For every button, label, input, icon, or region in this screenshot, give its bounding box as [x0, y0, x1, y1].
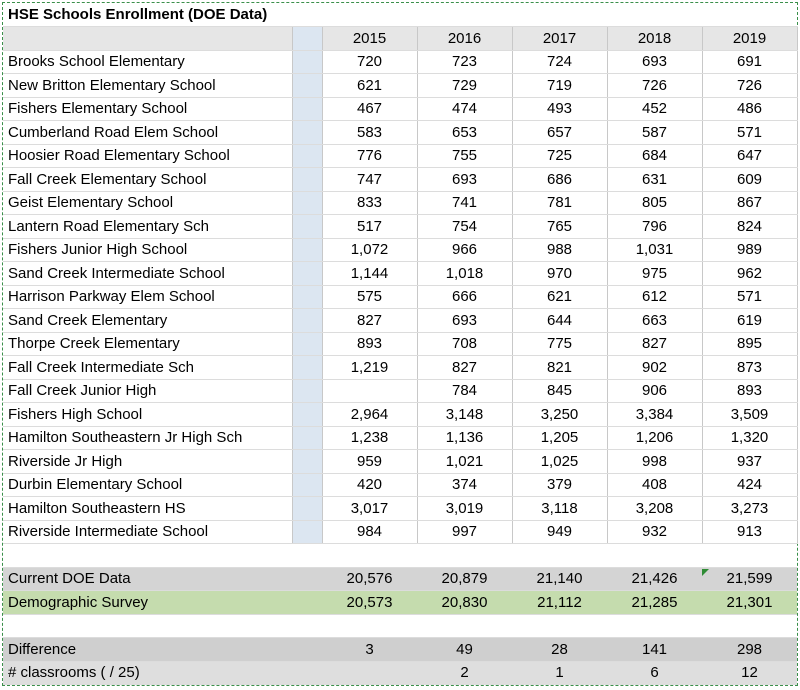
enrollment-cell[interactable]: 998: [607, 450, 702, 474]
enrollment-cell[interactable]: 3,148: [417, 403, 512, 427]
enrollment-cell[interactable]: 2,964: [322, 403, 417, 427]
empty-cell[interactable]: [607, 544, 702, 568]
school-name-cell[interactable]: Thorpe Creek Elementary: [3, 332, 292, 356]
header-row: [3, 27, 797, 51]
enrollment-cell[interactable]: 821: [512, 356, 607, 380]
enrollment-cell[interactable]: 1,021: [417, 450, 512, 474]
school-row: [3, 191, 797, 215]
enrollment-cell[interactable]: 741: [417, 191, 512, 215]
school-row: [3, 50, 797, 74]
enrollment-cell[interactable]: 420: [322, 473, 417, 497]
spreadsheet: [2, 2, 798, 686]
school-name-cell[interactable]: Fishers Junior High School: [3, 238, 292, 262]
enrollment-cell[interactable]: 827: [417, 356, 512, 380]
enrollment-cell[interactable]: 452: [607, 97, 702, 121]
enrollment-cell[interactable]: 621: [322, 74, 417, 98]
empty-cell[interactable]: [3, 544, 292, 568]
enrollment-cell[interactable]: 708: [417, 332, 512, 356]
enrollment-cell[interactable]: 906: [607, 379, 702, 403]
doe-total-value[interactable]: 21,599: [702, 567, 797, 591]
blank-column-cell[interactable]: [292, 144, 322, 168]
blank-column-cell[interactable]: [292, 168, 322, 192]
enrollment-cell[interactable]: 3,118: [512, 497, 607, 521]
enrollment-cell[interactable]: 959: [322, 450, 417, 474]
enrollment-cell[interactable]: 893: [322, 332, 417, 356]
enrollment-cell[interactable]: 1,031: [607, 238, 702, 262]
empty-cell[interactable]: [512, 3, 607, 27]
enrollment-cell[interactable]: 932: [607, 520, 702, 544]
blank-column-cell[interactable]: [292, 74, 322, 98]
school-row: [3, 473, 797, 497]
classrooms-row: [3, 661, 797, 685]
enrollment-cell[interactable]: 693: [607, 50, 702, 74]
school-row: [3, 144, 797, 168]
enrollment-cell[interactable]: 374: [417, 473, 512, 497]
enrollment-cell[interactable]: 571: [702, 121, 797, 145]
enrollment-cell[interactable]: 984: [322, 520, 417, 544]
enrollment-cell[interactable]: 975: [607, 262, 702, 286]
enrollment-cell[interactable]: 747: [322, 168, 417, 192]
difference-value[interactable]: 28: [512, 638, 607, 662]
blank-column-cell[interactable]: [292, 191, 322, 215]
school-name-cell[interactable]: Hamilton Southeastern Jr High Sch: [3, 426, 292, 450]
enrollment-cell[interactable]: 765: [512, 215, 607, 239]
enrollment-cell[interactable]: 474: [417, 97, 512, 121]
enrollment-cell[interactable]: 937: [702, 450, 797, 474]
enrollment-cell[interactable]: 486: [702, 97, 797, 121]
school-name-cell[interactable]: New Britton Elementary School: [3, 74, 292, 98]
difference-row: [3, 638, 797, 662]
enrollment-cell[interactable]: 867: [702, 191, 797, 215]
empty-cell[interactable]: [702, 3, 797, 27]
survey-total-value[interactable]: 20,830: [417, 591, 512, 615]
enrollment-cell[interactable]: 3,273: [702, 497, 797, 521]
enrollment-cell[interactable]: 684: [607, 144, 702, 168]
enrollment-cell[interactable]: 619: [702, 309, 797, 333]
blank-column-cell[interactable]: [292, 356, 322, 380]
enrollment-cell[interactable]: 775: [512, 332, 607, 356]
school-row: [3, 215, 797, 239]
enrollment-cell[interactable]: 693: [417, 168, 512, 192]
school-row: [3, 332, 797, 356]
empty-cell[interactable]: [322, 3, 417, 27]
enrollment-cell[interactable]: 805: [607, 191, 702, 215]
school-row: [3, 379, 797, 403]
enrollment-cell[interactable]: 612: [607, 285, 702, 309]
enrollment-cell[interactable]: 893: [702, 379, 797, 403]
enrollment-cell[interactable]: 657: [512, 121, 607, 145]
empty-cell[interactable]: [322, 614, 417, 638]
enrollment-cell[interactable]: 725: [512, 144, 607, 168]
school-row: [3, 262, 797, 286]
blank-column-cell[interactable]: [292, 121, 322, 145]
sheet-title[interactable]: HSE Schools Enrollment (DOE Data): [3, 3, 322, 27]
school-row: [3, 426, 797, 450]
enrollment-table: [3, 3, 798, 685]
blank-column-cell[interactable]: [292, 497, 322, 521]
empty-cell[interactable]: [3, 614, 292, 638]
enrollment-cell[interactable]: 3,384: [607, 403, 702, 427]
enrollment-cell[interactable]: 776: [322, 144, 417, 168]
classrooms-value[interactable]: 1: [512, 661, 607, 685]
enrollment-cell[interactable]: 3,509: [702, 403, 797, 427]
doe-total-value[interactable]: 20,879: [417, 567, 512, 591]
school-name-cell[interactable]: Fall Creek Intermediate Sch: [3, 356, 292, 380]
school-row: [3, 285, 797, 309]
enrollment-cell[interactable]: 784: [417, 379, 512, 403]
school-name-cell[interactable]: Fall Creek Elementary School: [3, 168, 292, 192]
empty-cell[interactable]: [322, 544, 417, 568]
school-name-cell[interactable]: Fishers High School: [3, 403, 292, 427]
enrollment-cell[interactable]: 726: [702, 74, 797, 98]
empty-cell[interactable]: [702, 614, 797, 638]
blank-column-cell[interactable]: [292, 379, 322, 403]
survey-total-value[interactable]: 21,301: [702, 591, 797, 615]
school-row: [3, 309, 797, 333]
school-row: [3, 121, 797, 145]
enrollment-cell[interactable]: 729: [417, 74, 512, 98]
enrollment-cell[interactable]: 1,136: [417, 426, 512, 450]
school-name-cell[interactable]: Brooks School Elementary: [3, 50, 292, 74]
enrollment-cell[interactable]: 1,320: [702, 426, 797, 450]
enrollment-cell[interactable]: 571: [702, 285, 797, 309]
enrollment-cell[interactable]: 583: [322, 121, 417, 145]
difference-label[interactable]: Difference: [3, 638, 322, 662]
enrollment-cell[interactable]: 424: [702, 473, 797, 497]
school-name-cell[interactable]: Harrison Parkway Elem School: [3, 285, 292, 309]
enrollment-cell[interactable]: 970: [512, 262, 607, 286]
enrollment-cell[interactable]: 693: [417, 309, 512, 333]
year-header-2015[interactable]: 2015: [322, 27, 417, 51]
survey-total-value[interactable]: 21,285: [607, 591, 702, 615]
enrollment-cell[interactable]: 1,238: [322, 426, 417, 450]
year-header-2016[interactable]: 2016: [417, 27, 512, 51]
school-row: [3, 497, 797, 521]
enrollment-cell[interactable]: 833: [322, 191, 417, 215]
doe-total-value[interactable]: 21,140: [512, 567, 607, 591]
enrollment-cell[interactable]: 845: [512, 379, 607, 403]
classrooms-value[interactable]: 6: [607, 661, 702, 685]
blank-column-cell[interactable]: [292, 309, 322, 333]
difference-value[interactable]: 141: [607, 638, 702, 662]
school-row: [3, 238, 797, 262]
difference-value[interactable]: 298: [702, 638, 797, 662]
school-name-cell[interactable]: Fall Creek Junior High: [3, 379, 292, 403]
year-header-2018[interactable]: 2018: [607, 27, 702, 51]
empty-cell[interactable]: [512, 614, 607, 638]
enrollment-cell[interactable]: 726: [607, 74, 702, 98]
title-row: [3, 3, 797, 27]
school-name-cell[interactable]: Fishers Elementary School: [3, 97, 292, 121]
enrollment-cell[interactable]: 3,208: [607, 497, 702, 521]
enrollment-cell[interactable]: 989: [702, 238, 797, 262]
blank-column-cell[interactable]: [292, 262, 322, 286]
school-name-cell[interactable]: Durbin Elementary School: [3, 473, 292, 497]
doe-total-row: [3, 567, 797, 591]
classrooms-label[interactable]: # classrooms ( / 25): [3, 661, 322, 685]
enrollment-cell[interactable]: 902: [607, 356, 702, 380]
school-name-cell[interactable]: Hoosier Road Elementary School: [3, 144, 292, 168]
school-name-cell[interactable]: Cumberland Road Elem School: [3, 121, 292, 145]
school-row: [3, 403, 797, 427]
enrollment-cell[interactable]: 644: [512, 309, 607, 333]
empty-cell[interactable]: [292, 544, 322, 568]
enrollment-cell[interactable]: 962: [702, 262, 797, 286]
enrollment-cell[interactable]: 467: [322, 97, 417, 121]
blank-column-cell[interactable]: [292, 426, 322, 450]
empty-cell[interactable]: [702, 544, 797, 568]
doe-total-label[interactable]: Current DOE Data: [3, 567, 322, 591]
classrooms-value[interactable]: 12: [702, 661, 797, 685]
school-name-cell[interactable]: Riverside Jr High: [3, 450, 292, 474]
enrollment-cell[interactable]: 781: [512, 191, 607, 215]
blank-column-cell[interactable]: [292, 520, 322, 544]
enrollment-cell[interactable]: 493: [512, 97, 607, 121]
enrollment-cell[interactable]: 723: [417, 50, 512, 74]
empty-cell[interactable]: [417, 614, 512, 638]
enrollment-cell[interactable]: 720: [322, 50, 417, 74]
survey-total-label[interactable]: Demographic Survey: [3, 591, 322, 615]
school-name-cell[interactable]: Geist Elementary School: [3, 191, 292, 215]
school-name-cell[interactable]: Hamilton Southeastern HS: [3, 497, 292, 521]
enrollment-cell[interactable]: 997: [417, 520, 512, 544]
enrollment-cell[interactable]: 575: [322, 285, 417, 309]
enrollment-cell[interactable]: 686: [512, 168, 607, 192]
header-school-cell[interactable]: [3, 27, 292, 51]
enrollment-cell[interactable]: 691: [702, 50, 797, 74]
enrollment-cell[interactable]: 1,025: [512, 450, 607, 474]
blank-column-cell[interactable]: [292, 450, 322, 474]
enrollment-cell[interactable]: 1,018: [417, 262, 512, 286]
enrollment-cell[interactable]: 517: [322, 215, 417, 239]
school-name-cell[interactable]: Riverside Intermediate School: [3, 520, 292, 544]
enrollment-cell[interactable]: 663: [607, 309, 702, 333]
classrooms-value[interactable]: 2: [417, 661, 512, 685]
enrollment-cell[interactable]: 824: [702, 215, 797, 239]
year-header-2019[interactable]: 2019: [702, 27, 797, 51]
enrollment-cell[interactable]: 631: [607, 168, 702, 192]
classrooms-value[interactable]: [322, 661, 417, 685]
empty-cell[interactable]: [607, 614, 702, 638]
survey-total-value[interactable]: 20,573: [322, 591, 417, 615]
doe-total-value[interactable]: 20,576: [322, 567, 417, 591]
blank-column-cell[interactable]: [292, 215, 322, 239]
empty-cell[interactable]: [292, 614, 322, 638]
year-header-2017[interactable]: 2017: [512, 27, 607, 51]
enrollment-cell[interactable]: 621: [512, 285, 607, 309]
enrollment-cell[interactable]: 3,250: [512, 403, 607, 427]
survey-total-value[interactable]: 21,112: [512, 591, 607, 615]
enrollment-cell[interactable]: 1,206: [607, 426, 702, 450]
difference-value[interactable]: 49: [417, 638, 512, 662]
enrollment-cell[interactable]: 408: [607, 473, 702, 497]
blank-column-cell[interactable]: [292, 332, 322, 356]
blank-column-cell[interactable]: [292, 27, 322, 51]
enrollment-cell[interactable]: 3,017: [322, 497, 417, 521]
enrollment-cell[interactable]: 754: [417, 215, 512, 239]
blank-column-cell[interactable]: [292, 403, 322, 427]
enrollment-cell[interactable]: 1,219: [322, 356, 417, 380]
blank-column-cell[interactable]: [292, 473, 322, 497]
enrollment-cell[interactable]: 1,205: [512, 426, 607, 450]
enrollment-cell[interactable]: 587: [607, 121, 702, 145]
empty-cell[interactable]: [417, 544, 512, 568]
school-name-cell[interactable]: Lantern Road Elementary Sch: [3, 215, 292, 239]
blank-column-cell[interactable]: [292, 238, 322, 262]
spacer-row: [3, 544, 797, 568]
enrollment-cell[interactable]: 719: [512, 74, 607, 98]
enrollment-cell[interactable]: 647: [702, 144, 797, 168]
enrollment-cell[interactable]: 949: [512, 520, 607, 544]
enrollment-cell[interactable]: 379: [512, 473, 607, 497]
empty-cell[interactable]: [417, 3, 512, 27]
school-row: [3, 450, 797, 474]
blank-column-cell[interactable]: [292, 285, 322, 309]
enrollment-cell[interactable]: 755: [417, 144, 512, 168]
enrollment-cell[interactable]: 873: [702, 356, 797, 380]
blank-column-cell[interactable]: [292, 50, 322, 74]
school-row: [3, 97, 797, 121]
enrollment-cell[interactable]: 966: [417, 238, 512, 262]
school-name-cell[interactable]: Sand Creek Intermediate School: [3, 262, 292, 286]
school-row: [3, 168, 797, 192]
blank-column-cell[interactable]: [292, 97, 322, 121]
enrollment-cell[interactable]: 827: [322, 309, 417, 333]
enrollment-cell[interactable]: 1,072: [322, 238, 417, 262]
enrollment-cell[interactable]: 653: [417, 121, 512, 145]
enrollment-cell[interactable]: 666: [417, 285, 512, 309]
enrollment-cell[interactable]: [322, 379, 417, 403]
enrollment-cell[interactable]: 988: [512, 238, 607, 262]
doe-total-value[interactable]: 21,426: [607, 567, 702, 591]
enrollment-cell[interactable]: 827: [607, 332, 702, 356]
enrollment-cell[interactable]: 1,144: [322, 262, 417, 286]
enrollment-cell[interactable]: 895: [702, 332, 797, 356]
enrollment-cell[interactable]: 3,019: [417, 497, 512, 521]
empty-cell[interactable]: [512, 544, 607, 568]
school-row: [3, 356, 797, 380]
school-name-cell[interactable]: Sand Creek Elementary: [3, 309, 292, 333]
school-row: [3, 520, 797, 544]
enrollment-cell[interactable]: 913: [702, 520, 797, 544]
difference-value[interactable]: 3: [322, 638, 417, 662]
school-row: [3, 74, 797, 98]
empty-cell[interactable]: [607, 3, 702, 27]
enrollment-cell[interactable]: 609: [702, 168, 797, 192]
enrollment-cell[interactable]: 724: [512, 50, 607, 74]
survey-total-row: [3, 591, 797, 615]
spacer-row: [3, 614, 797, 638]
comment-indicator-icon[interactable]: [702, 569, 709, 576]
enrollment-cell[interactable]: 796: [607, 215, 702, 239]
